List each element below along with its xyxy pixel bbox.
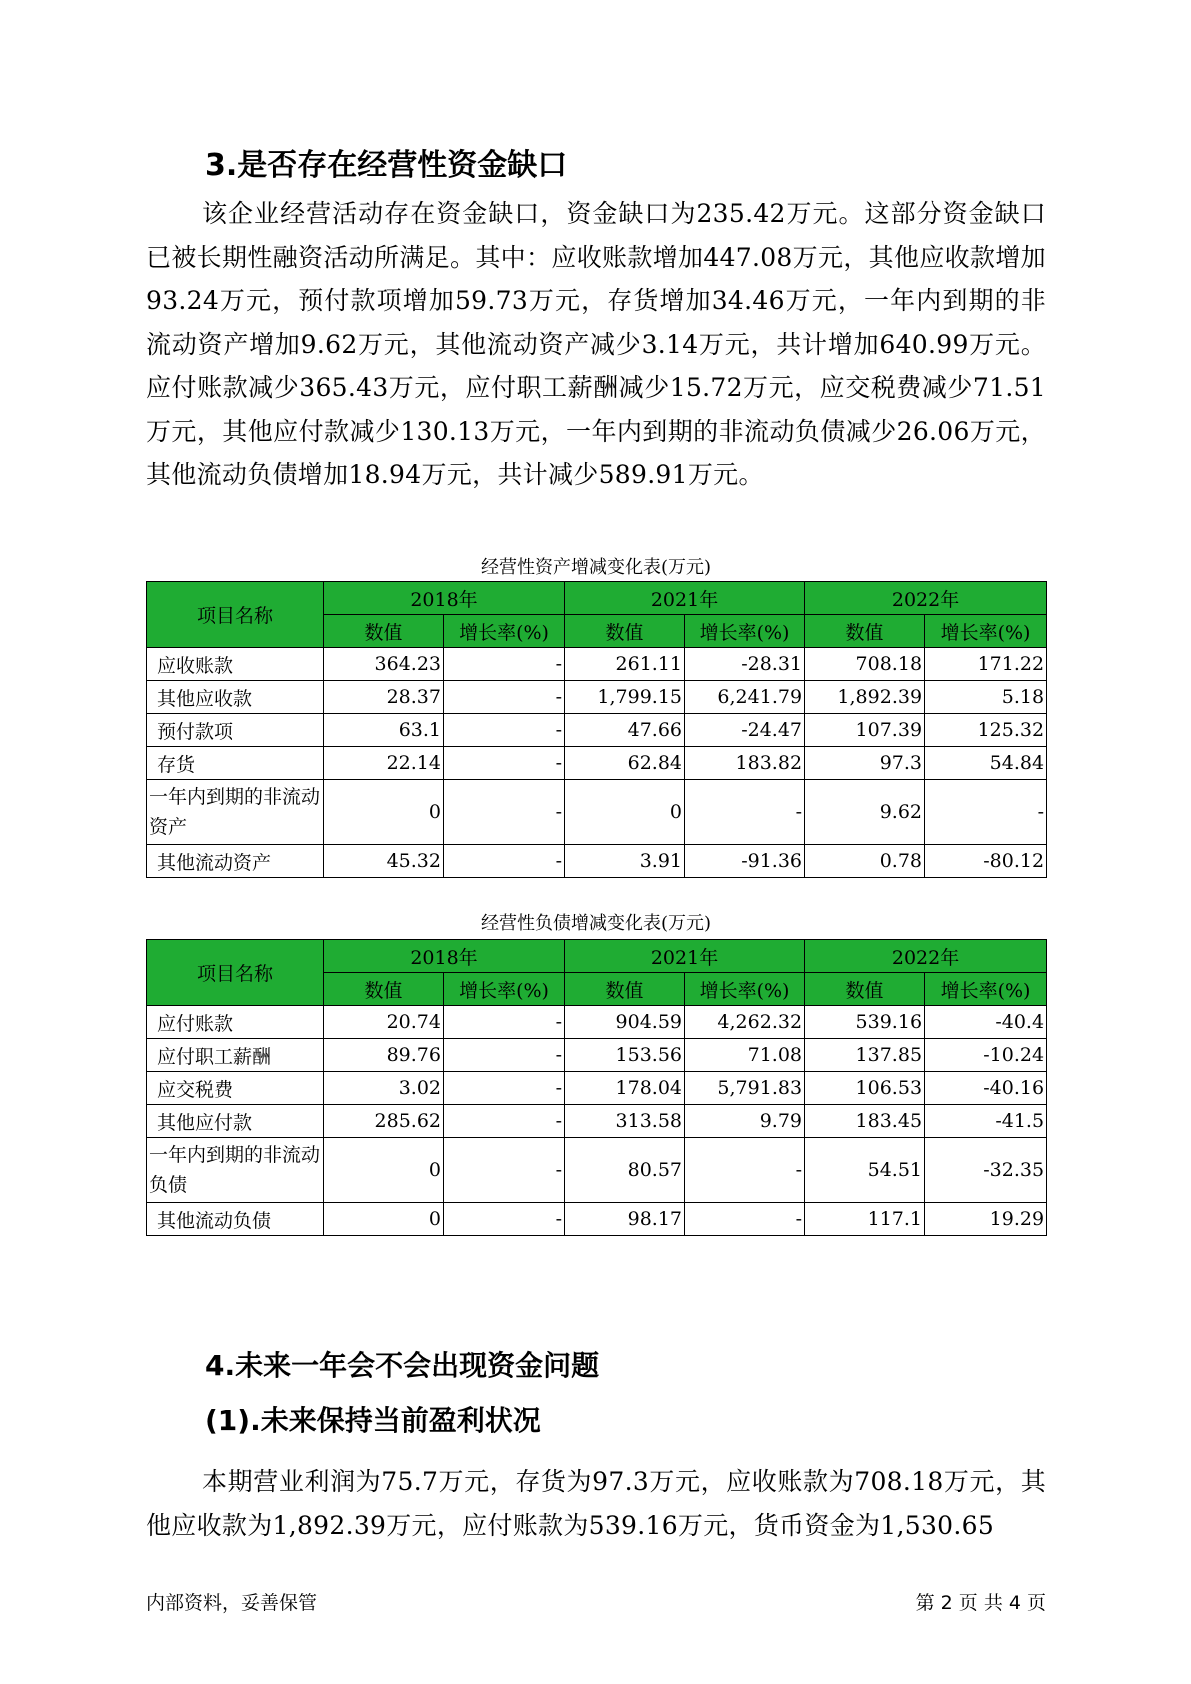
- growth-rate-header: 增长率(%): [925, 615, 1047, 648]
- value-header: 数值: [805, 615, 925, 648]
- assets-table: [146, 581, 1047, 878]
- table-cell: 19.29: [925, 1203, 1047, 1236]
- table-cell: -: [444, 648, 565, 681]
- row-label: 其他应收款: [147, 681, 324, 714]
- row-label: 预付款项: [147, 714, 324, 747]
- table-row: [147, 1072, 1047, 1105]
- table-cell: 285.62: [324, 1105, 444, 1138]
- table-cell: -10.24: [925, 1039, 1047, 1072]
- table-cell: -: [685, 1203, 805, 1236]
- row-label: 应付账款: [147, 1006, 324, 1039]
- table-cell: -40.4: [925, 1006, 1047, 1039]
- growth-rate-header: 增长率(%): [925, 973, 1047, 1006]
- year-header: 2022年: [805, 582, 1047, 615]
- table-cell: 0: [324, 1138, 444, 1203]
- table-cell: 9.62: [805, 780, 925, 845]
- table-cell: 0: [324, 780, 444, 845]
- table-cell: 71.08: [685, 1039, 805, 1072]
- table-cell: 47.66: [565, 714, 685, 747]
- table-cell: 62.84: [565, 747, 685, 780]
- table-cell: -: [925, 780, 1047, 845]
- table-cell: 45.32: [324, 845, 444, 878]
- table-cell: 137.85: [805, 1039, 925, 1072]
- table-cell: -: [444, 1203, 565, 1236]
- growth-rate-header: 增长率(%): [444, 973, 565, 1006]
- table-cell: 117.1: [805, 1203, 925, 1236]
- row-label: 其他流动资产: [147, 845, 324, 878]
- table-cell: -: [444, 1006, 565, 1039]
- table-cell: -32.35: [925, 1138, 1047, 1203]
- table-row: [147, 845, 1047, 878]
- table-cell: 261.11: [565, 648, 685, 681]
- table-cell: 0: [324, 1203, 444, 1236]
- year-header: 2021年: [565, 940, 805, 973]
- table-cell: 28.37: [324, 681, 444, 714]
- row-label: 应交税费: [147, 1072, 324, 1105]
- liabilities-table-caption: 经营性负债增减变化表(万元): [480, 913, 712, 934]
- value-header: 数值: [324, 973, 444, 1006]
- table-cell: 904.59: [565, 1006, 685, 1039]
- table-cell: -: [444, 1072, 565, 1105]
- table-row: [147, 1006, 1047, 1039]
- table-cell: -24.47: [685, 714, 805, 747]
- footer-page-number: 第 2 页 共 4 页: [915, 1592, 1046, 1614]
- table-row: [147, 747, 1047, 780]
- growth-rate-header: 增长率(%): [685, 615, 805, 648]
- table-row: [147, 1138, 1047, 1203]
- table-cell: 97.3: [805, 747, 925, 780]
- table-row: [147, 1039, 1047, 1072]
- row-label: 其他应付款: [147, 1105, 324, 1138]
- table-cell: 6,241.79: [685, 681, 805, 714]
- table-cell: -: [444, 845, 565, 878]
- section-4-paragraph: 本期营业利润为75.7万元，存货为97.3万元，应收账款为708.18万元，其他应收款为1,892.39万元，应付账款为539.16万元，货币资金为1,530.65: [146, 1467, 1046, 1540]
- row-label: 一年内到期的非流动负债: [147, 1138, 324, 1203]
- year-header: 2018年: [324, 582, 565, 615]
- year-header: 2018年: [324, 940, 565, 973]
- item-name-header: 项目名称: [147, 940, 324, 1006]
- table-cell: 1,892.39: [805, 681, 925, 714]
- value-header: 数值: [324, 615, 444, 648]
- footer-confidential-note: 内部资料，妥善保管: [146, 1592, 318, 1614]
- table-row: [147, 780, 1047, 845]
- table-cell: 364.23: [324, 648, 444, 681]
- table-cell: -: [444, 714, 565, 747]
- growth-rate-header: 增长率(%): [685, 973, 805, 1006]
- section-4-subheading: (1).未来保持当前盈利状况: [205, 1404, 541, 1437]
- table-cell: 63.1: [324, 714, 444, 747]
- table-cell: -: [685, 1138, 805, 1203]
- table-cell: 89.76: [324, 1039, 444, 1072]
- table-row: [147, 1105, 1047, 1138]
- item-name-header: 项目名称: [147, 582, 324, 648]
- table-row: [147, 1203, 1047, 1236]
- table-cell: 3.91: [565, 845, 685, 878]
- table-cell: -40.16: [925, 1072, 1047, 1105]
- table-cell: 178.04: [565, 1072, 685, 1105]
- table-cell: 708.18: [805, 648, 925, 681]
- section-4-heading: 4.未来一年会不会出现资金问题: [205, 1349, 600, 1382]
- table-cell: -: [444, 747, 565, 780]
- table-cell: 5,791.83: [685, 1072, 805, 1105]
- row-label: 应收账款: [147, 648, 324, 681]
- table-cell: -: [444, 681, 565, 714]
- table-cell: -: [444, 780, 565, 845]
- table-cell: -28.31: [685, 648, 805, 681]
- row-label: 其他流动负债: [147, 1203, 324, 1236]
- table-cell: -: [444, 1138, 565, 1203]
- year-header: 2022年: [805, 940, 1047, 973]
- table-cell: 183.82: [685, 747, 805, 780]
- table-cell: 5.18: [925, 681, 1047, 714]
- table-cell: -: [444, 1039, 565, 1072]
- table-cell: 171.22: [925, 648, 1047, 681]
- row-label: 一年内到期的非流动资产: [147, 780, 324, 845]
- value-header: 数值: [805, 973, 925, 1006]
- value-header: 数值: [565, 973, 685, 1006]
- table-cell: 0: [565, 780, 685, 845]
- table-cell: 1,799.15: [565, 681, 685, 714]
- table-cell: -: [444, 1105, 565, 1138]
- table-cell: 539.16: [805, 1006, 925, 1039]
- table-cell: 106.53: [805, 1072, 925, 1105]
- table-cell: -91.36: [685, 845, 805, 878]
- table-row: [147, 714, 1047, 747]
- table-cell: 9.79: [685, 1105, 805, 1138]
- table-cell: 98.17: [565, 1203, 685, 1236]
- table-cell: 20.74: [324, 1006, 444, 1039]
- table-cell: 4,262.32: [685, 1006, 805, 1039]
- assets-table-caption: 经营性资产增减变化表(万元): [480, 557, 712, 578]
- growth-rate-header: 增长率(%): [444, 615, 565, 648]
- table-cell: 80.57: [565, 1138, 685, 1203]
- liabilities-table: [146, 939, 1047, 1236]
- table-cell: 3.02: [324, 1072, 444, 1105]
- section-3-paragraph: 该企业经营活动存在资金缺口，资金缺口为235.42万元。这部分资金缺口已被长期性融资活动所满足。其中：应收账款增加447.08万元，其他应收款增加93.24万元，预付款项增加59.73万元，存货增加34.46万元，一年内到期的非流动资产增加9.62万元，其他流动资产减少3.14万元，共计增加640.99万元。应付账款减少365.43万元，应付职工薪酬减少15.72万元，应交税费减少71.51万元，其他应付款减少130.13万元，一年内到期的非流动负债减少26.06万元，其他流动负债增加18.94万元，共计减少589.91万元。: [146, 199, 1046, 489]
- table-cell: 107.39: [805, 714, 925, 747]
- table-cell: 54.84: [925, 747, 1047, 780]
- table-cell: 54.51: [805, 1138, 925, 1203]
- section-3-heading: 3.是否存在经营性资金缺口: [205, 148, 568, 183]
- table-cell: -80.12: [925, 845, 1047, 878]
- value-header: 数值: [565, 615, 685, 648]
- table-cell: 22.14: [324, 747, 444, 780]
- table-row: [147, 681, 1047, 714]
- table-cell: -41.5: [925, 1105, 1047, 1138]
- row-label: 应付职工薪酬: [147, 1039, 324, 1072]
- row-label: 存货: [147, 747, 324, 780]
- table-cell: 313.58: [565, 1105, 685, 1138]
- table-cell: 0.78: [805, 845, 925, 878]
- table-row: [147, 648, 1047, 681]
- table-cell: 125.32: [925, 714, 1047, 747]
- table-cell: -: [685, 780, 805, 845]
- table-cell: 153.56: [565, 1039, 685, 1072]
- table-cell: 183.45: [805, 1105, 925, 1138]
- year-header: 2021年: [565, 582, 805, 615]
